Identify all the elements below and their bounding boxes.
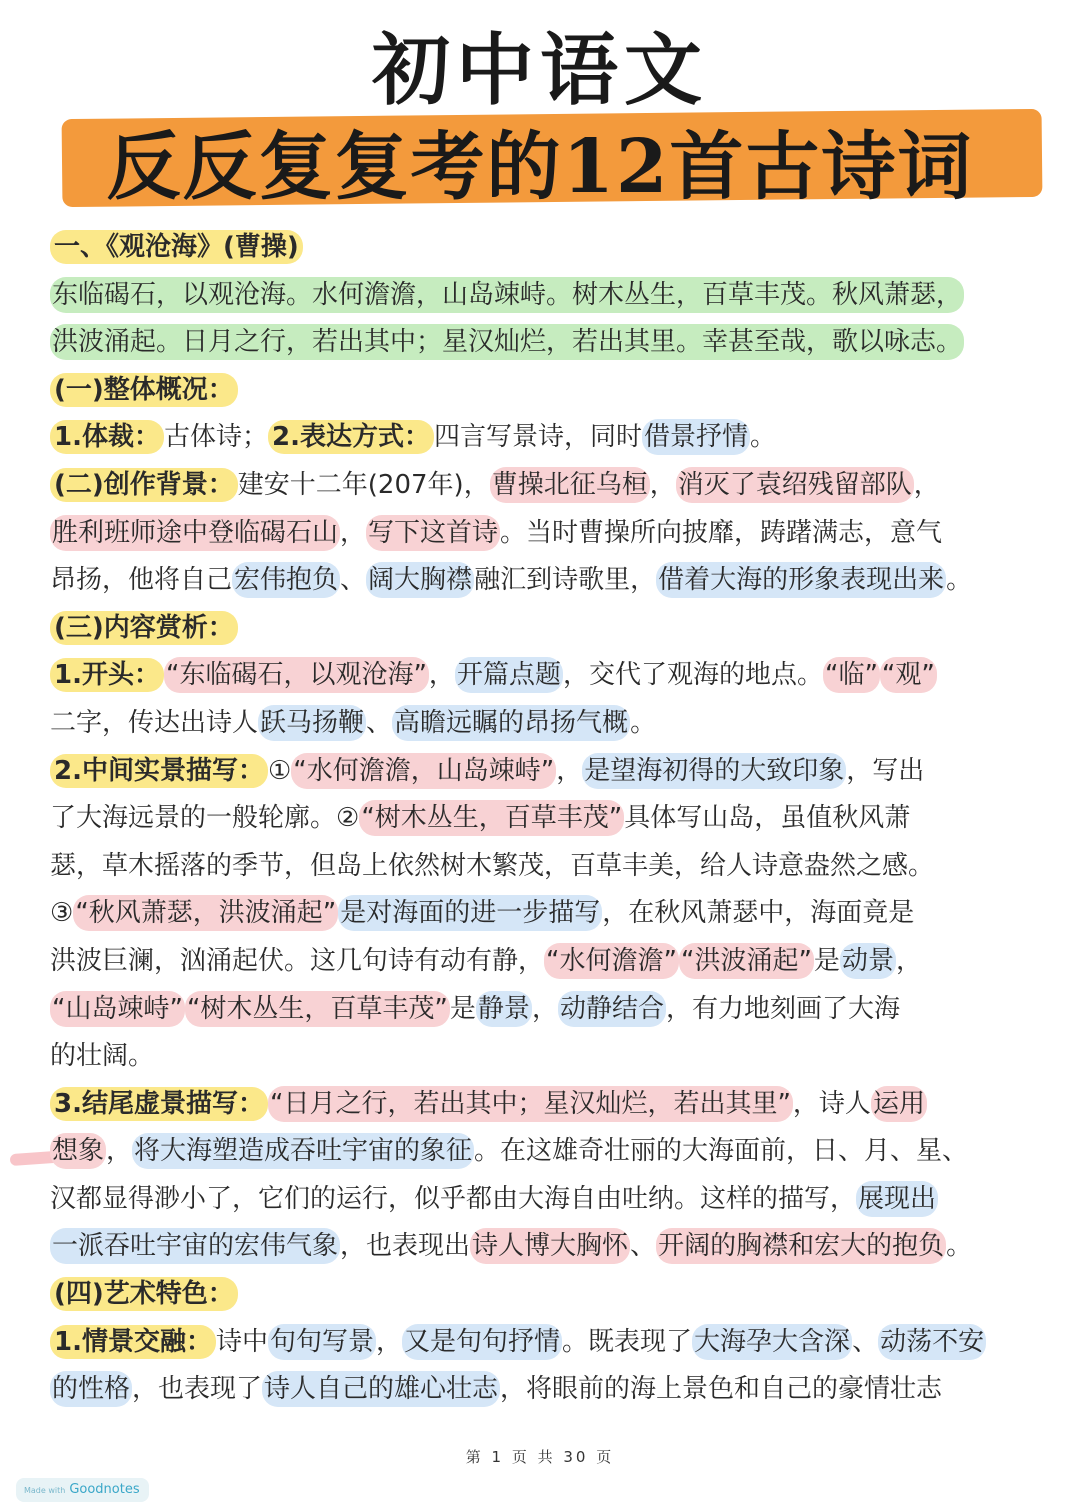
section-3-line-3: 2.中间实景描写： ①“水何澹澹，山岛竦峙”，是望海初得的大致印象，写出 [50,748,1035,796]
section-2-line-1: (二)创作背景： 建安十二年(207年)，曹操北征乌桓，消灭了袁绍残留部队， [50,462,1035,510]
section-1-line: 1.体裁： 古体诗； 2.表达方式： 四言写景诗，同时借景抒情。 [50,414,1035,462]
poem-heading: 一、《观沧海》(曹操) [50,230,303,264]
section-3-line-11: 想象，将大海塑造成吞吐宇宙的象征。在这雄奇壮丽的大海面前，日、月、星、 [50,1128,1035,1176]
section-3-line-8: “山岛竦峙” “树木丛生，百草丰茂”是静景，动静结合，有力地刻画了大海 [50,986,1035,1034]
goodnotes-badge: Made with Goodnotes [16,1478,149,1502]
section-3-line-13: 一派吞吐宇宙的宏伟气象，也表现出诗人博大胸怀、开阔的胸襟和宏大的抱负。 [50,1223,1035,1271]
section-3-heading: (三)内容赏析： [50,605,1035,653]
section-4-line-1: 1.情景交融： 诗中句句写景，又是句句抒情。既表现了大海孕大含深、动荡不安 [50,1319,1035,1367]
section-4-heading: (四)艺术特色： [50,1271,1035,1319]
section-4-line-2: 的性格，也表现了诗人自己的雄心壮志，将眼前的海上景色和自己的豪情壮志 [50,1366,1035,1414]
section-1-heading: (一)整体概况： [50,367,1035,415]
section-3-line-10: 3.结尾虚景描写： “日月之行，若出其中；星汉灿烂，若出其里”，诗人运用 [50,1081,1035,1129]
section-3-line-7: 洪波巨澜，汹涌起伏。这几句诗有动有静，“水何澹澹” “洪波涌起”是动景， [50,938,1035,986]
page-title: 初中语文 [371,25,708,116]
section-3-line-12: 汉都显得渺小了，它们的运行，似乎都由大海自由吐纳。这样的描写，展现出 [50,1176,1035,1224]
section-3-line-1: 1.开头： “东临碣石，以观沧海”，开篇点题，交代了观海的地点。“临” “观” [50,652,1035,700]
section-3-line-2: 二字，传达出诗人跃马扬鞭、高瞻远瞩的昂扬气概。 [50,700,1035,748]
document-body [50,224,1035,1414]
section-3-line-9: 的壮阔。 [50,1041,155,1072]
section-3-line-5: 瑟，草木摇落的季节，但岛上依然树木繁茂，百草丰美，给人诗意盎然之感。 [50,850,935,881]
section-3-line-6: ③“秋风萧瑟，洪波涌起” 是对海面的进一步描写，在秋风萧瑟中，海面竟是 [50,890,1035,938]
section-3-line-4: 了大海远景的一般轮廓。②“树木丛生，百草丰茂”具体写山岛，虽值秋风萧 [50,795,1035,843]
section-2-line-2: 胜利班师途中登临碣石山，写下这首诗。当时曹操所向披靡，踌躇满志，意气 [50,510,1035,558]
poem-heading-line [50,224,1035,272]
page-subtitle: 反反复复考的12首古诗词 [106,124,974,210]
page-number: 第 1 页 共 30 页 [465,1448,615,1466]
section-2-line-3: 昂扬，他将自己宏伟抱负、阔大胸襟融汇到诗歌里，借着大海的形象表现出来。 [50,557,1035,605]
poem-line-2: 洪波涌起。日月之行，若出其中；星汉灿烂，若出其里。幸甚至哉，歌以咏志。 [50,319,1035,367]
poem-line-1: 东临碣石，以观沧海。水何澹澹，山岛竦峙。树木丛生，百草丰茂。秋风萧瑟， [50,272,1035,320]
